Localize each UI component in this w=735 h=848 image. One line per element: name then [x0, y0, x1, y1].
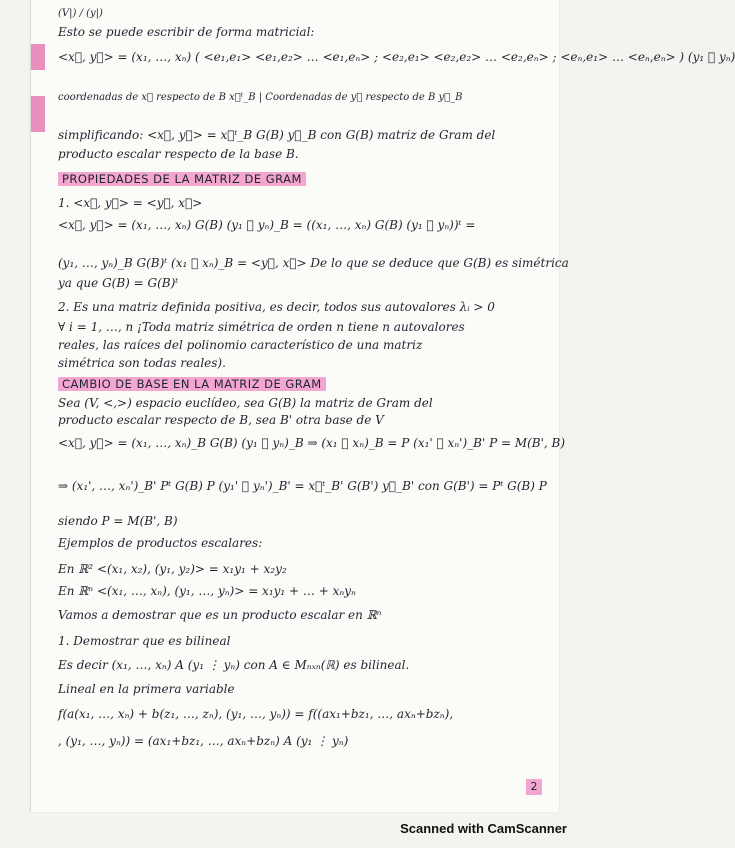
handwritten-line: [58, 276, 557, 291]
line-text: Esto se puede escribir de forma matricial:: [58, 25, 315, 39]
line-text: simplificando: <x⃗, y⃗> = x⃗ᵗ_B G(B) y⃗_B con G(B) matriz de Gram del: [58, 128, 496, 142]
handwritten-line: [58, 6, 557, 21]
line-text: Vamos a demostrar que es un producto escalar en ℝⁿ: [58, 608, 382, 622]
handwritten-line: [58, 320, 557, 335]
handwritten-line: [58, 436, 566, 451]
handwritten-line: [58, 377, 557, 392]
handwritten-line: [58, 218, 557, 233]
handwritten-line: [58, 658, 557, 673]
handwritten-line: [58, 682, 557, 697]
handwritten-line: [58, 413, 557, 428]
handwritten-line: [58, 584, 557, 599]
line-text: 1. Demostrar que es bilineal: [58, 634, 231, 648]
handwritten-line: [58, 172, 557, 187]
handwritten-line: [58, 196, 557, 211]
pink-margin-tab: [31, 96, 45, 132]
line-text: En ℝ² <(x₁, x₂), (y₁, y₂)> = x₁y₁ + x₂y₂: [58, 562, 287, 576]
numbered-property: 1. <x⃗, y⃗> = <y⃗, x⃗>: [58, 196, 203, 210]
section-heading: CAMBIO DE BASE EN LA MATRIZ DE GRAM: [58, 377, 326, 391]
line-text: Lineal en la primera variable: [58, 682, 235, 696]
handwritten-line: [58, 300, 557, 315]
handwritten-line: [58, 479, 557, 494]
handwritten-line: [58, 356, 557, 371]
line-text: , (y₁, …, yₙ)) = (ax₁+bz₁, …, axₙ+bzₙ) A (y₁ ⋮ yₙ): [58, 734, 349, 748]
handwritten-line: [58, 50, 735, 65]
line-text: En ℝⁿ <(x₁, …, xₙ), (y₁, …, yₙ)> = x₁y₁ + … + xₙyₙ: [58, 584, 356, 598]
line-text: ya que G(B) = G(B)ᵗ: [58, 276, 179, 290]
line-text: Sea (V, <,>) espacio euclídeo, sea G(B) la matriz de Gram del: [58, 396, 433, 410]
section-heading: PROPIEDADES DE LA MATRIZ DE GRAM: [58, 172, 306, 186]
line-text: Ejemplos de productos escalares:: [58, 536, 263, 550]
line-text: producto escalar respecto de la base B.: [58, 147, 299, 161]
handwritten-line: [58, 338, 557, 353]
line-text: (y₁, …, yₙ)_B G(B)ᵗ (x₁ ⋮ xₙ)_B = <y⃗, x⃗> De lo que se deduce que G(B) es simétrica: [58, 256, 569, 270]
handwritten-line: [58, 90, 557, 105]
line-text: reales, las raíces del polinomio característico de una matriz: [58, 338, 423, 352]
handwritten-line: [58, 25, 557, 40]
handwritten-line: [58, 128, 557, 143]
line-text: Es decir (x₁, …, xₙ) A (y₁ ⋮ yₙ) con A ∈ Mₙₓₙ(ℝ) es bilineal.: [58, 658, 410, 672]
handwritten-line: [58, 396, 557, 411]
handwritten-line: [58, 562, 557, 577]
page-number: 2: [526, 779, 542, 795]
pink-margin-tab: [31, 44, 45, 70]
line-text: ⇒ (x₁', …, xₙ')_B' Pᵗ G(B) P (y₁' ⋮ yₙ')_B' = x⃗ᵗ_B' G(B') y⃗_B' con G(B') = Pᵗ G(B) P: [58, 479, 547, 493]
handwritten-line: [58, 256, 569, 271]
scanner-watermark: Scanned with CamScanner: [400, 821, 567, 836]
handwritten-line: [58, 634, 557, 649]
handwritten-line: [58, 514, 557, 529]
line-text: <x⃗, y⃗> = (x₁, …, xₙ)_B G(B) (y₁ ⋮ yₙ)_B ⇒ (x₁ ⋮ xₙ)_B = P (x₁' ⋮ xₙ')_B' P = M(B', B): [58, 436, 566, 450]
handwritten-line: [58, 734, 557, 749]
line-text: <x⃗, y⃗> = (x₁, …, xₙ) ( <e₁,e₁> <e₁,e₂> … <e₁,eₙ> ; <e₂,e₁> <e₂,e₂> … <e₂,eₙ> ; <eₙ,e₁> … <eₙ,eₙ> ) (y₁ ⋮ yₙ): [58, 50, 735, 64]
line-text: (V|) / (y|): [58, 8, 103, 19]
handwritten-line: [58, 536, 557, 551]
handwritten-line: [58, 147, 557, 162]
handwritten-line: [58, 608, 557, 623]
line-text: ∀ i = 1, …, n ¡Toda matriz simétrica de orden n tiene n autovalores: [58, 320, 465, 334]
line-text: <x⃗, y⃗> = (x₁, …, xₙ) G(B) (y₁ ⋮ yₙ)_B = ((x₁, …, xₙ) G(B) (y₁ ⋮ yₙ))ᵗ =: [58, 218, 476, 232]
line-text: producto escalar respecto de B, sea B' otra base de V: [58, 413, 384, 427]
line-text: f(a(x₁, …, xₙ) + b(z₁, …, zₙ), (y₁, …, yₙ)) = f((ax₁+bz₁, …, axₙ+bzₙ),: [58, 707, 454, 721]
handwritten-line: [58, 707, 557, 722]
line-text: coordenadas de x⃗ respecto de B x⃗ᵗ_B | Coordenadas de y⃗ respecto de B y⃗_B: [58, 92, 463, 103]
line-text: siendo P = M(B', B): [58, 514, 178, 528]
line-text: simétrica son todas reales).: [58, 356, 226, 370]
numbered-property: 2. Es una matriz definida positiva, es decir, todos sus autovalores λᵢ > 0: [58, 300, 495, 314]
